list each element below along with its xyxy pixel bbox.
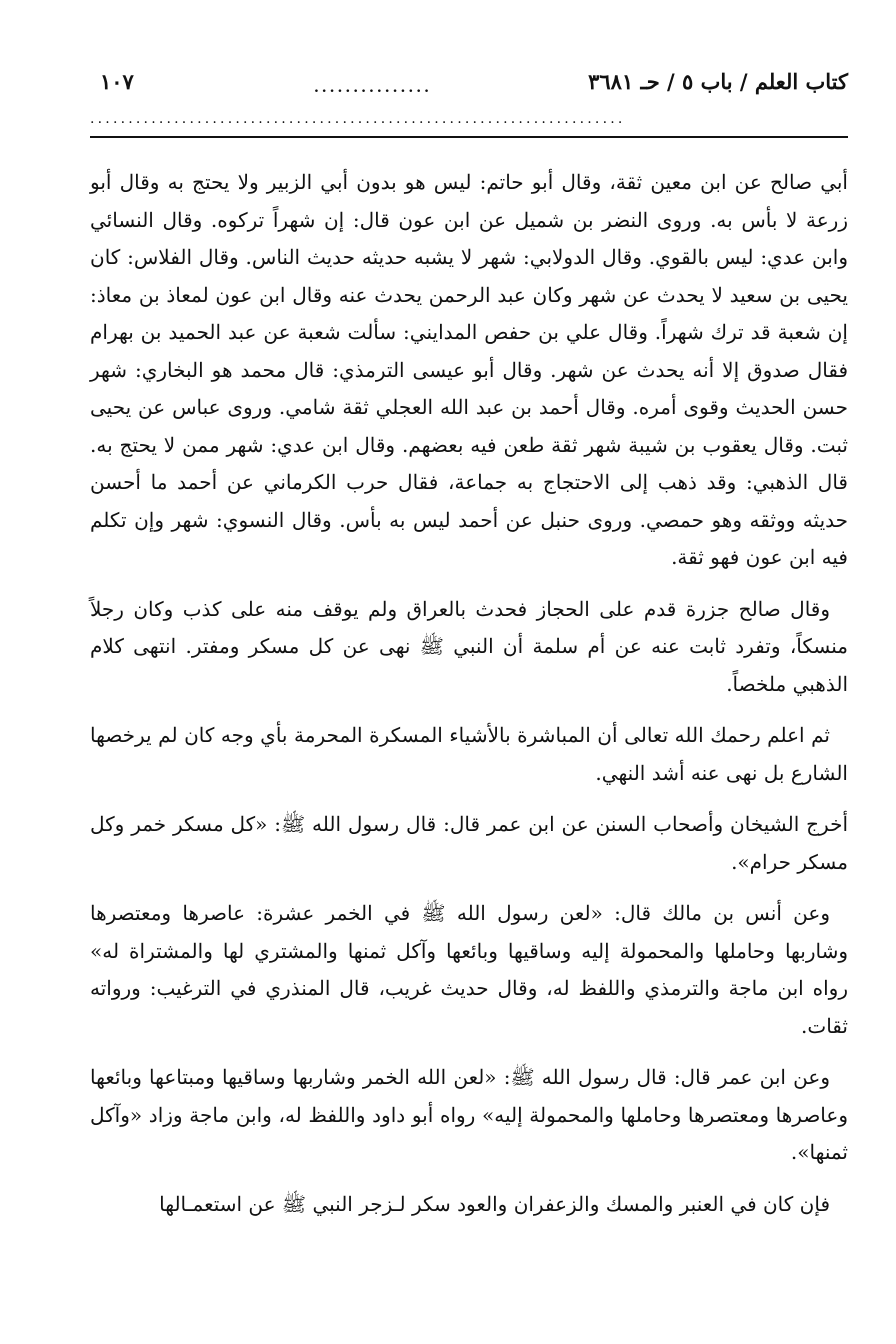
running-header (90, 62, 848, 102)
paragraph-amber-musk: فإن كان في العنبر والمسك والزعفران والعود سكر لـزجر النبي ﷺ عن استعمـالها (159, 1191, 830, 1216)
paragraph-hadith-ibn-umar: أخرج الشيخان وأصحاب السنن عن ابن عمر قال: قال رسول الله ﷺ: «كل مسكر خمر وكل مسكر حرام». (90, 812, 848, 874)
header-leader-dots: ............... (313, 80, 433, 96)
paragraph-narrators: أبي صالح عن ابن معين ثقة، وقال أبو حاتم: ليس هو بدون أبي الزبير ولا يحتج به وقال أبو زرعة لا بأس به. وروى النضر بن شميل عن ابن عون قال: إن شهراً تركوه. وقال النسائي وابن عدي: ليس بالقوي. وقال الدولابي: شهر لا يشبه حديثه حديث الناس. وقال الفلاس: كان يحيى بن سعيد لا يحدث عن شهر وكان عبد الرحمن يحدث عنه وقال ابن عون لمعاذ بن معاذ: إن شعبة قد ترك شهراً. وقال علي بن حفص المدايني: سألت شعبة عن عبد الحميد بن بهرام فقال صدوق إلا أنه يحدث عن شهر. وقال أبو عيسى الترمذي: قال محمد هو البخاري: شهر حسن الحديث وقوى أمره. وقال أحمد بن عبد الله العجلي ثقة شامي. وروى عباس عن يحيى ثبت. وقال يعقوب بن شيبة شهر ثقة طعن فيه بعضهم. وقال ابن عدي: شهر ممن لا يحتج به. قال الذهبي: وقد ذهب إلى الاحتجاج به جماعة، فقال حرب الكرماني عن أحمد ما أحسن حديثه ووثقه وهو حمصي. وروى حنبل عن أحمد ليس به بأس. وقال النسوي: شهر وإن تكلم فيه ابن عون فهو ثقة. (90, 170, 848, 569)
paragraph-salih-jazara: وقال صالح جزرة قدم على الحجاز فحدث بالعراق ولم يوقف منه على كذب وكان رجلاً منسكاً، وتفرد ثابت عنه عن أم سلمة أن النبي ﷺ نهى عن كل مسكر ومفتر. انتهى كلام الذهبي ملخصاً. (90, 596, 848, 696)
body-text (90, 164, 848, 1223)
paragraph-prohibition: ثم اعلم رحمك الله تعالى أن المباشرة بالأشياء المسكرة المحرمة بأي وجه كان لم يرخصها الشارع بل نهى عنه أشد النهي. (90, 723, 848, 785)
header-rule (90, 136, 848, 138)
dotted-separator: ...................................................................... (90, 111, 626, 127)
paragraph-hadith-anas: وعن أنس بن مالك قال: «لعن رسول الله ﷺ في الخمر عشرة: عاصرها ومعتصرها وشاربها وحاملها والمحمولة إليه وساقيها وبائعها وآكل ثمنها والمشتري لها والمشتراة له» رواه ابن ماجة والترمذي واللفظ له، وقال حديث غريب، قال المنذري في الترغيب: ورواته ثقات. (90, 901, 848, 1038)
page-number: ١٠٧ (100, 69, 134, 94)
running-title: كتاب العلم / باب ٥ / حـ ٣٦٨١ (588, 69, 848, 94)
paragraph-hadith-ibn-umar-2: وعن ابن عمر قال: قال رسول الله ﷺ: «لعن الله الخمر وشاربها وساقيها ومبتاعها وبائعها وعاصرها ومعتصرها وحاملها والمحمولة إليه» رواه أبو داود واللفظ له، وابن ماجة وزاد «وآكل ثمنها». (90, 1065, 848, 1164)
book-page (90, 62, 848, 1223)
